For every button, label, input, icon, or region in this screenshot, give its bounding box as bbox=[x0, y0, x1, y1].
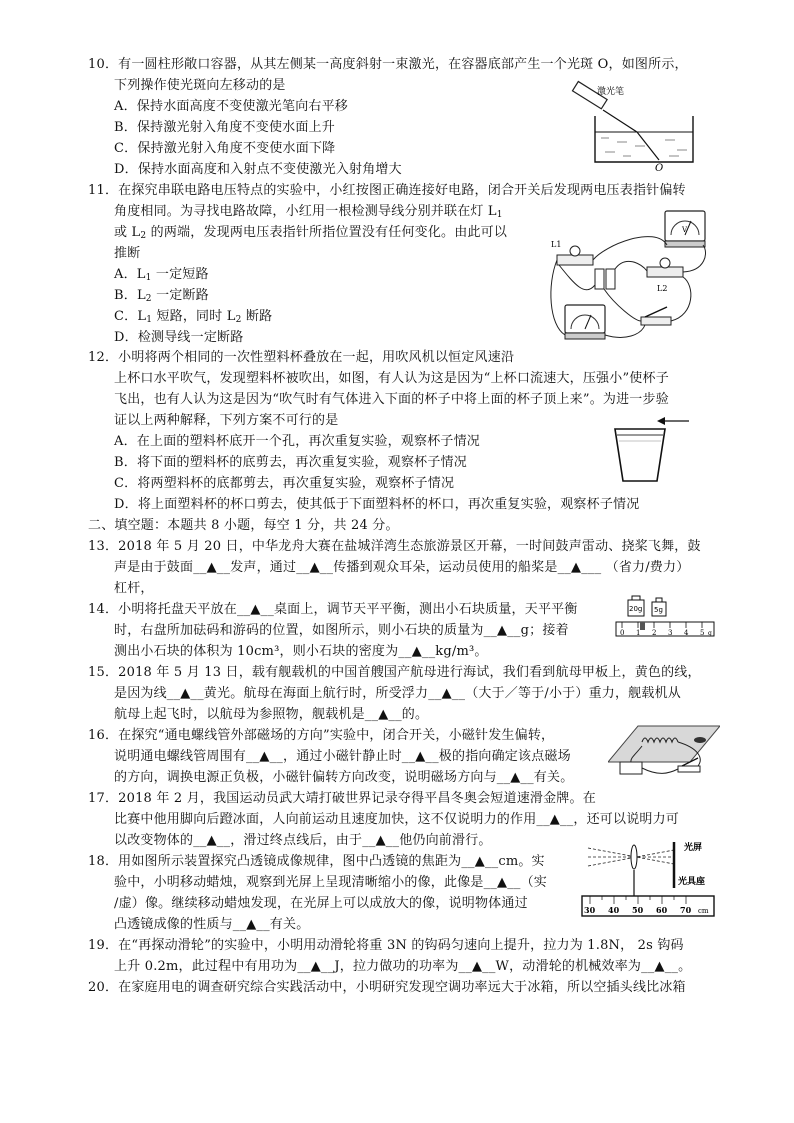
power-supply-icon bbox=[620, 762, 642, 774]
svg-text:1: 1 bbox=[636, 629, 641, 637]
q11-option-a: A．$L_1$ 一定短路 bbox=[114, 267, 209, 283]
q11-stem-2: 角度相同。为寻找电路故障，小红用一根检测导线分别并联在灯 $L_1$ bbox=[114, 204, 503, 220]
q17-line-2: 比赛中他用脚向后蹬冰面，人向前运动且速度加快，这不仅说明力的作用__▲__，还可以说明力可 bbox=[114, 812, 679, 827]
q15-line-3: 航母上起飞时，以航母为参照物，舰载机是__▲__的。 bbox=[114, 707, 429, 722]
q19-line-1: 19．在“再探动滑轮”的实验中，小明用动滑轮将重 3N 的钩码匀速向上提升，拉力为 1.8N， 2s 钩码 bbox=[88, 938, 684, 953]
svg-text:5: 5 bbox=[700, 629, 705, 637]
q17-line-3: 以改变物体的__▲__，滑过终点线后，由于__▲__他仍向前滑行。 bbox=[114, 833, 492, 848]
q10-option-d: D．保持水面高度和入射点不变使激光入射角增大 bbox=[114, 162, 402, 177]
laser-container-figure bbox=[565, 80, 705, 172]
q12-stem-3: 飞出，也有人认为这是因为“吹气时有气体进入下面的杯子中将上面的杯子顶上来”。为进一步验 bbox=[114, 392, 669, 407]
q17-line-1: 17．2018 年 2 月，我国运动员武大靖打破世界记录夺得平昌冬奥会短道速滑金牌。在 bbox=[88, 791, 596, 806]
balance-weights-figure bbox=[614, 592, 718, 642]
q11-option-d: D．检测导线一定断路 bbox=[114, 330, 244, 345]
q10-option-a: A．保持水面高度不变使激光笔向右平移 bbox=[114, 99, 348, 114]
q15-line-2: 是因为线__▲__黄光。航母在海面上航行时，所受浮力__▲__（大于／等于/小于）重力，舰载机从 bbox=[114, 686, 681, 701]
q14-line-1: 14．小明将托盘天平放在__▲__桌面上，调节天平平衡，测出小石块质量，天平平衡 bbox=[88, 602, 578, 617]
q14-line-2: 时，右盘所加砝码和游码的位置，如图所示，则小石块的质量为__▲__g；接着 bbox=[114, 623, 569, 638]
q11-stem-4: 推断 bbox=[114, 246, 141, 261]
q14-line-3: 测出小石块的体积为 10cm³，则小石块的密度为__▲__kg/m³。 bbox=[114, 644, 488, 659]
q10-stem-1: 10．有一圆柱形敞口容器，从其左侧某一高度斜射一束激光，在容器底部产生一个光斑 O，如图所示， bbox=[88, 57, 688, 72]
laser-pen-label: 激光笔 bbox=[597, 87, 625, 97]
svg-text:V: V bbox=[682, 226, 688, 234]
svg-text:70: 70 bbox=[680, 905, 692, 915]
q16-line-2: 说明通电螺线管周围有__▲__，通过小磁针静止时__▲__极的指向确定该点磁场 bbox=[114, 749, 571, 764]
q12-option-b: B．将下面的塑料杯的底剪去，再次重复实验，观察杯子情况 bbox=[114, 455, 467, 470]
q16-line-1: 16．在探究“通电螺线管外部磁场的方向”实验中，闭合开关，小磁针发生偏转， bbox=[88, 728, 555, 743]
solenoid-figure bbox=[608, 718, 720, 780]
q18-line-4: 凸透镜成像的性质与__▲__有关。 bbox=[114, 917, 310, 932]
q13-line-2: 声是由于鼓面__▲__发声，通过__▲__传播到观众耳朵，运动员使用的船桨是__▲___ （省力/费力） bbox=[114, 560, 690, 575]
optical-bench-figure bbox=[578, 836, 718, 920]
lamp-l2-label: L2 bbox=[657, 284, 668, 293]
q13-line-1: 13．2018 年 5 月 20 日，中华龙舟大赛在盐城洋湾生态旅游景区开幕，一时间鼓声雷动、挠桨飞舞，鼓 bbox=[88, 539, 701, 554]
battery-icon bbox=[595, 269, 604, 289]
q18-line-1: 18．用如图所示装置探究凸透镜成像规律，图中凸透镜的焦距为__▲__cm。实 bbox=[88, 854, 545, 869]
container-outline bbox=[595, 116, 693, 162]
spot-o-label: O bbox=[655, 163, 664, 172]
svg-text:光屏: 光屏 bbox=[684, 843, 703, 853]
q11-option-b: B．$L_2$ 一定断路 bbox=[114, 288, 209, 304]
q20-line-1: 20．在家庭用电的调查研究综合实践活动中，小明研究发现空调功率远大于冰箱，所以空插头线比冰箱 bbox=[88, 980, 686, 995]
switch-icon bbox=[641, 317, 671, 325]
svg-text:40: 40 bbox=[608, 905, 620, 915]
q12-option-d: D．将上面塑料杯的杯口剪去，使其低于下面塑料杯的杯口，再次重复实验，观察杯子情况 bbox=[114, 497, 640, 512]
q12-option-c: C．将两塑料杯的底都剪去，再次重复实验，观察杯子情况 bbox=[114, 476, 455, 491]
stacked-cups-figure bbox=[605, 415, 695, 485]
q12-stem-4: 证以上两种解释，下列方案不可行的是 bbox=[114, 413, 339, 428]
svg-text:4: 4 bbox=[684, 629, 689, 637]
q10-option-b: B．保持激光射入角度不变使水面上升 bbox=[114, 120, 335, 135]
svg-text:2: 2 bbox=[652, 629, 657, 637]
svg-text:cm: cm bbox=[698, 907, 709, 915]
lamp-l1-label: L1 bbox=[551, 240, 562, 249]
switch-icon bbox=[678, 766, 700, 772]
q12-option-a: A．在上面的塑料杯底开一个孔，再次重复实验，观察杯子情况 bbox=[114, 434, 480, 449]
q11-stem-1: 11．在探究串联电路电压特点的实验中，小红按图正确连接好电路，闭合开关后发现两电压表指针偏转 bbox=[88, 183, 686, 198]
convex-lens-icon bbox=[631, 845, 637, 869]
svg-text:20g: 20g bbox=[629, 605, 643, 613]
q12-stem-2: 上杯口水平吹气，发现塑料杯被吹出，如图，有人认为这是因为“上杯口流速大，压强小”使杯子 bbox=[114, 371, 669, 386]
q11-option-c: C．$L_1$ 短路，同时 $L_2$ 断路 bbox=[114, 309, 273, 325]
section-2-heading: 二、填空题：本题共 8 小题，每空 1 分，共 24 分。 bbox=[88, 518, 399, 533]
series-circuit-figure bbox=[545, 205, 715, 345]
svg-text:光具座: 光具座 bbox=[678, 877, 706, 887]
svg-text:3: 3 bbox=[668, 629, 673, 637]
q18-line-2: 验中，小明移动蜡烛，观察到光屏上呈现清晰缩小的像，此像是__▲__（实 bbox=[114, 875, 547, 890]
rider-icon bbox=[640, 622, 645, 630]
board-icon bbox=[608, 726, 720, 762]
q10-option-c: C．保持激光射入角度不变使水面下降 bbox=[114, 141, 336, 156]
q12-stem-1: 12．小明将两个相同的一次性塑料杯叠放在一起，用吹风机以恒定风速沿 bbox=[88, 350, 515, 365]
q13-line-3: 杠杆， bbox=[114, 581, 154, 596]
svg-text:0: 0 bbox=[620, 629, 625, 637]
q19-line-2: 上升 0.2m，此过程中有用功为__▲__J，拉力做功的功率为__▲__W，动滑轮的机械效率为__▲__。 bbox=[114, 959, 692, 974]
svg-text:5g: 5g bbox=[654, 606, 663, 614]
svg-text:60: 60 bbox=[656, 905, 668, 915]
q11-stem-3: 或 $L_2$ 的两端，发现两电压表指针所指位置没有任何变化。由此可以 bbox=[114, 225, 508, 241]
q15-line-1: 15．2018 年 5 月 13 日，载有舰载机的中国首艘国产航母进行海试，我们看到航母甲板上，黄色的线， bbox=[88, 665, 701, 680]
q16-line-3: 的方向，调换电源正负极，小磁针偏转方向改变，说明磁场方向与__▲__有关。 bbox=[114, 770, 574, 785]
svg-text:50: 50 bbox=[632, 905, 644, 915]
compass-needle-icon bbox=[694, 737, 706, 743]
cup-icon bbox=[615, 429, 665, 481]
q10-stem-2: 下列操作使光斑向左移动的是 bbox=[114, 78, 286, 93]
q18-line-3: /虚）像。继续移动蜡烛发现，在光屏上可以成放大的像，说明物体通过 bbox=[114, 896, 528, 911]
svg-text:30: 30 bbox=[584, 905, 596, 915]
svg-text:g: g bbox=[708, 630, 712, 637]
